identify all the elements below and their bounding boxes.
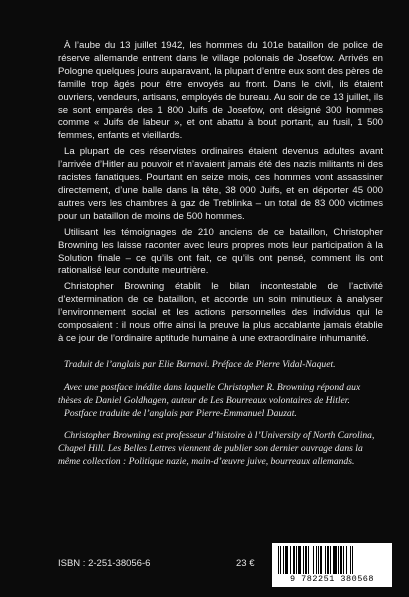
spacer	[58, 349, 385, 359]
spacer	[58, 372, 385, 382]
price: 23 €	[236, 558, 255, 569]
summary-paragraph-1: À l’aube du 13 juillet 1942, les hommes du 101e bataillon de police de réserve allemande entrent dans le village polonais de Josefow. Arrivés en Pologne quelques jours auparavant, la plupart d’entre eux sont des pères de famille trop âgés pour être envoyés au front. Dans le civil, ils étaient ouvriers, vendeurs, artisans, employés de bureau. Au soir de ce 13 juillet, ils se sont emparés des 1 800 Juifs de Josefow, ont désigné 300 hommes comme « Juifs de labeur », et ont abattu à bout portant, au fusil, 1 500 femmes, enfants et vieillards.	[58, 40, 383, 142]
cover-footer	[58, 543, 388, 583]
summary-paragraph-4: Christopher Browning établit le bilan incontestable de l’activité d’extermination de ce bataillon, et accorde un soin minutieux à analyser l’environnement social et les actions personnelles des individus qui le composaient : il nous offre ainsi la preuve la plus accablante jamais établie à ce jour de l’ordinaire aptitude humaine à une extraordinaire inhumanité.	[58, 281, 383, 344]
translation-note: Traduit de l’anglais par Elie Barnavi. Préface de Pierre Vidal-Naquet.	[64, 358, 336, 370]
barcode-number: 9 782251 380568	[289, 574, 374, 584]
author-note: Christopher Browning est professeur d’histoire à l’University of North Carolina, Chapel Hill. Les Belles Lettres viennent de publier son dernier ouvrage dans la même collection : Politique nazie, main-d’œuvre juive, bourreaux allemands.	[58, 430, 375, 468]
postface-note: Avec une postface inédite dans laquelle Christopher R. Browning répond aux thèses de Daniel Goldhagen, auteur de Les Bourreaux volontaires de Hitler.	[58, 381, 361, 406]
postface-translation: Postface traduite de l’anglais par Pierre-Emmanuel Dauzat.	[64, 407, 297, 419]
barcode-bars	[278, 546, 386, 574]
isbn: ISBN : 2-251-38056-6	[58, 558, 151, 569]
summary-paragraph-2: La plupart de ces réservistes ordinaires étaient devenus adultes avant l’arrivée d’Hitler au pouvoir et n’avaient jamais été des nazis militants ni des racistes fanatiques. Pourtant en seize mois, ces hommes vont assassiner directement, d’une balle dans la tête, 38 000 Juifs, et en déporter 45 000 autres vers les chambres à gaz de Treblinka – un total de 83 000 victimes pour un bataillon de moins de 500 hommes.	[58, 146, 383, 222]
spacer	[58, 420, 385, 430]
summary-paragraph-3: Utilisant les témoignages de 210 anciens de ce bataillon, Christopher Browning les laisse raconter avec leurs propres mots leur participation à la Solution finale – ce qu’ils ont fait, ce qu’ils ont pensé, comment ils ont rationalisé leur conduite meurtrière.	[58, 226, 383, 277]
barcode-bar	[353, 546, 354, 574]
barcode	[272, 543, 392, 587]
